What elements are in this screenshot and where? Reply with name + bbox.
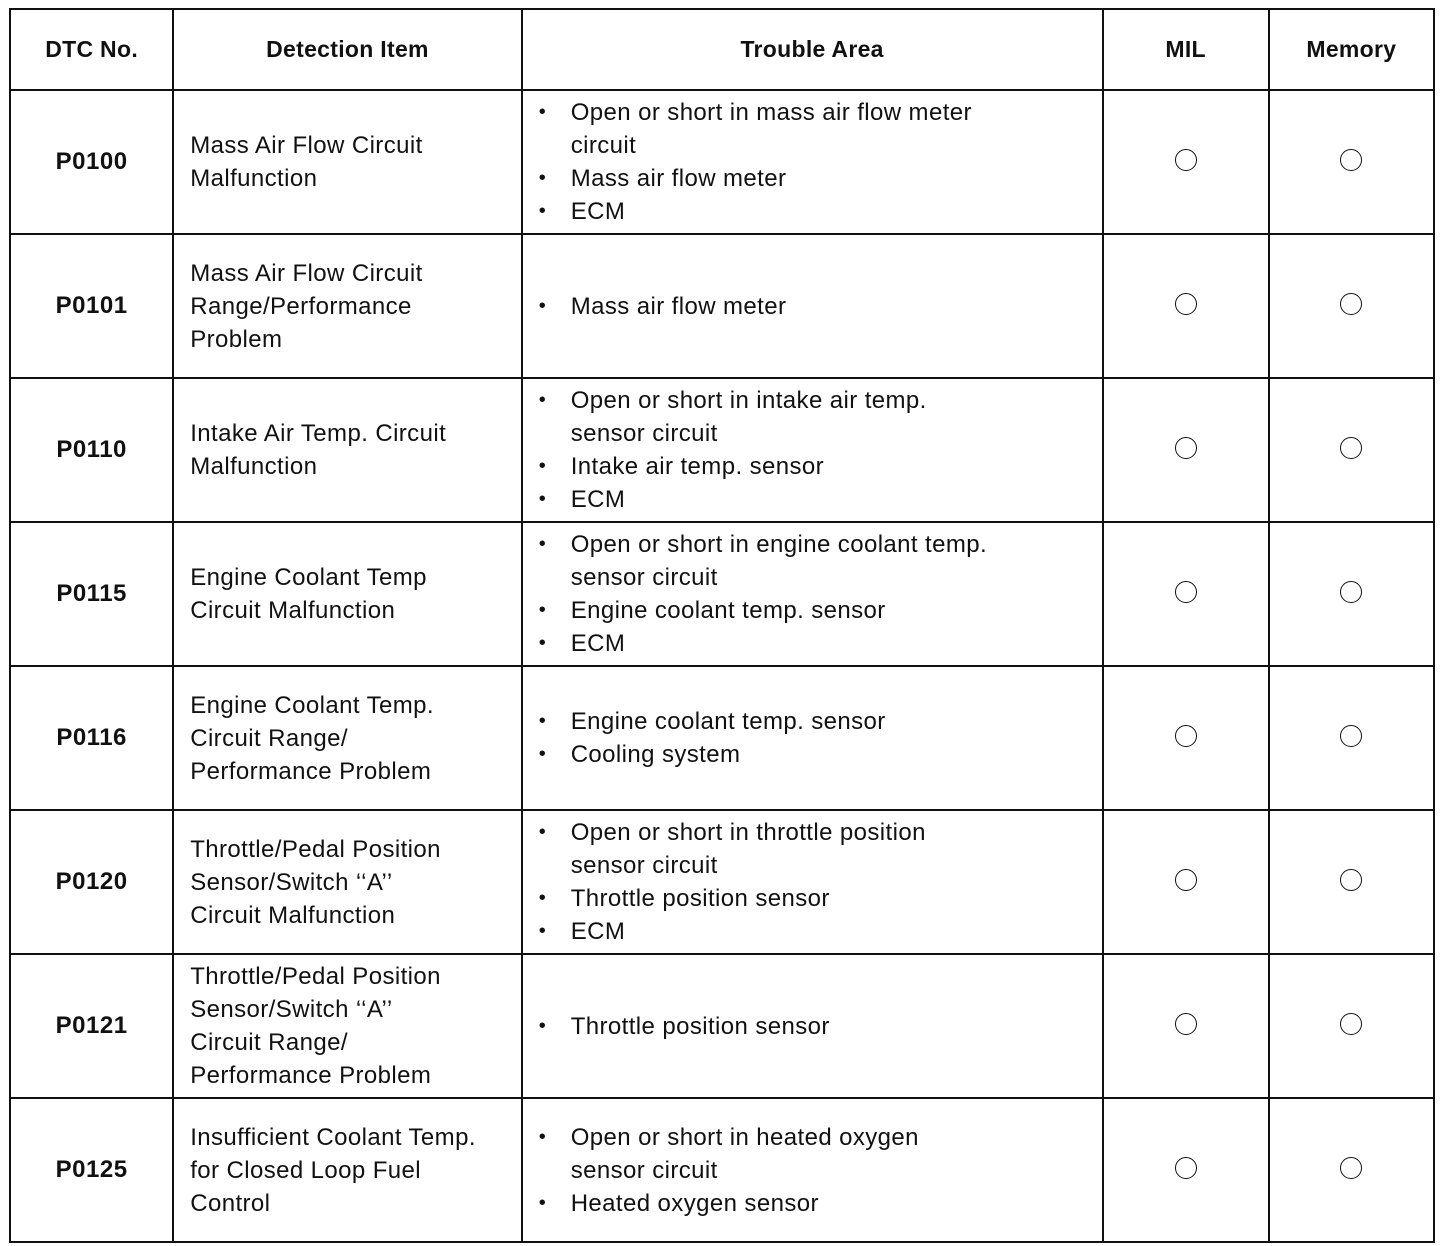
- detection-item-line: Sensor/Switch ‘‘A’’: [190, 996, 393, 1023]
- dtc-code: P0120: [10, 810, 173, 954]
- bullet-icon: •: [538, 200, 547, 222]
- trouble-area: [522, 810, 1103, 954]
- table-header: [10, 9, 1434, 90]
- circle-icon: [1340, 869, 1362, 891]
- circle-icon: [1175, 1013, 1197, 1035]
- bullet-icon: •: [538, 167, 547, 189]
- table-row: [10, 378, 1434, 522]
- trouble-area-text: [571, 738, 1096, 771]
- detection-item-line: Sensor/Switch ‘‘A’’: [190, 868, 393, 896]
- bullet-icon: •: [538, 101, 547, 123]
- trouble-area: [522, 666, 1103, 810]
- trouble-area-text: [571, 882, 1096, 915]
- trouble-area-text: [571, 1121, 1096, 1187]
- dtc-code: P0125: [10, 1098, 173, 1242]
- dtc-code: P0121: [10, 954, 173, 1098]
- trouble-area-line: Cooling system: [570, 741, 741, 768]
- detection-item-line: Control: [190, 1189, 271, 1217]
- trouble-area-text: [571, 162, 1096, 195]
- trouble-area-line: Open or short in heated oxygen: [570, 1123, 919, 1151]
- trouble-area-line: Heated oxygen sensor: [570, 1189, 819, 1217]
- header-dtc-no: DTC No.: [10, 9, 173, 90]
- table-row: [10, 1098, 1434, 1242]
- detection-item-line: Circuit Malfunction: [190, 597, 396, 624]
- detection-item-line: Mass Air Flow Circuit: [190, 132, 423, 159]
- memory-indicator: [1269, 1098, 1434, 1242]
- trouble-area-text: [571, 96, 1096, 162]
- trouble-area-line: ECM: [570, 198, 626, 225]
- detection-item-line: Circuit Range/: [190, 724, 348, 752]
- circle-icon: [1175, 725, 1197, 747]
- circle-icon: [1340, 1157, 1362, 1179]
- detection-item: [173, 90, 521, 234]
- trouble-area-text: [571, 1187, 1096, 1220]
- memory-indicator: [1269, 810, 1434, 954]
- mil-indicator: [1103, 810, 1269, 954]
- bullet-icon: •: [538, 488, 547, 510]
- header-mil: MIL: [1103, 9, 1269, 90]
- detection-item: [173, 666, 521, 810]
- bullet-icon: •: [538, 920, 547, 942]
- circle-icon: [1175, 581, 1197, 603]
- table-body: [10, 90, 1434, 1242]
- trouble-area-bullet: [539, 882, 1096, 915]
- detection-item-line: Throttle/Pedal Position: [190, 963, 441, 990]
- trouble-area-bullet: [539, 528, 1096, 594]
- trouble-area-bullet: [539, 1187, 1096, 1220]
- trouble-area-bullet: [539, 915, 1096, 948]
- trouble-area-bullet: [539, 384, 1096, 450]
- circle-icon: [1340, 437, 1362, 459]
- detection-item: [173, 810, 521, 954]
- header-row: [10, 9, 1434, 90]
- detection-item-line: Engine Coolant Temp: [190, 564, 427, 591]
- table-row: [10, 954, 1434, 1098]
- trouble-area-text: [571, 450, 1096, 483]
- circle-icon: [1175, 869, 1197, 891]
- trouble-area-line: sensor circuit: [570, 420, 718, 447]
- trouble-area-text: [571, 195, 1096, 228]
- trouble-area-bullet: [539, 816, 1096, 882]
- trouble-area-bullet: [539, 705, 1096, 738]
- trouble-area-line: Open or short in engine coolant temp.: [570, 531, 988, 558]
- mil-indicator: [1103, 666, 1269, 810]
- trouble-area-line: Engine coolant temp. sensor: [570, 708, 886, 735]
- detection-item-line: Performance Problem: [190, 757, 432, 785]
- trouble-area-bullet: [539, 290, 1096, 323]
- mil-indicator: [1103, 1098, 1269, 1242]
- detection-item-line: Problem: [190, 325, 283, 353]
- dtc-table: [9, 8, 1435, 1243]
- bullet-icon: •: [538, 632, 547, 654]
- trouble-area-line: ECM: [570, 918, 626, 945]
- trouble-area-bullet: [539, 96, 1096, 162]
- trouble-area-bullet: [539, 1121, 1096, 1187]
- trouble-area-line: Open or short in mass air flow meter: [570, 99, 972, 126]
- trouble-area: [522, 90, 1103, 234]
- trouble-area-bullet: [539, 195, 1096, 228]
- detection-item-line: Circuit Range/: [190, 1029, 348, 1056]
- trouble-area-line: ECM: [570, 630, 626, 657]
- dtc-code: P0101: [10, 234, 173, 378]
- detection-item-line: Malfunction: [190, 453, 318, 480]
- circle-icon: [1175, 149, 1197, 171]
- memory-indicator: [1269, 954, 1434, 1098]
- mil-indicator: [1103, 90, 1269, 234]
- trouble-area-bullet: [539, 483, 1096, 516]
- trouble-area: [522, 234, 1103, 378]
- bullet-icon: •: [538, 743, 547, 765]
- dtc-code: P0116: [10, 666, 173, 810]
- memory-indicator: [1269, 378, 1434, 522]
- trouble-area-text: [571, 483, 1096, 516]
- bullet-icon: •: [538, 533, 547, 555]
- memory-indicator: [1269, 522, 1434, 666]
- detection-item: [173, 234, 521, 378]
- bullet-icon: •: [538, 710, 547, 732]
- trouble-area-bullet: [539, 627, 1096, 660]
- mil-indicator: [1103, 378, 1269, 522]
- detection-item-line: Mass Air Flow Circuit: [190, 259, 423, 287]
- trouble-area-line: Open or short in intake air temp.: [570, 387, 927, 414]
- detection-item-line: Circuit Malfunction: [190, 901, 396, 929]
- circle-icon: [1175, 1157, 1197, 1179]
- bullet-icon: •: [538, 1191, 547, 1214]
- trouble-area-line: Engine coolant temp. sensor: [570, 597, 886, 624]
- trouble-area-text: [571, 1010, 1096, 1043]
- trouble-area-text: [571, 816, 1096, 882]
- trouble-area-bullet: [539, 162, 1096, 195]
- detection-item-line: Throttle/Pedal Position: [190, 835, 441, 863]
- header-trouble-area: Trouble Area: [522, 9, 1103, 90]
- trouble-area-line: Mass air flow meter: [570, 292, 787, 320]
- trouble-area-text: [571, 528, 1096, 594]
- trouble-area: [522, 954, 1103, 1098]
- circle-icon: [1175, 293, 1197, 315]
- trouble-area-text: [571, 384, 1096, 450]
- trouble-area-text: [571, 594, 1096, 627]
- trouble-area-bullet: [539, 1010, 1096, 1043]
- detection-item-line: Insufficient Coolant Temp.: [190, 1123, 476, 1151]
- detection-item: [173, 378, 521, 522]
- detection-item-line: Engine Coolant Temp.: [190, 691, 434, 719]
- memory-indicator: [1269, 234, 1434, 378]
- bullet-icon: •: [538, 1125, 547, 1148]
- circle-icon: [1340, 1013, 1362, 1035]
- dtc-code: P0100: [10, 90, 173, 234]
- dtc-code: P0110: [10, 378, 173, 522]
- header-memory: Memory: [1269, 9, 1434, 90]
- circle-icon: [1340, 293, 1362, 315]
- trouble-area-bullet: [539, 450, 1096, 483]
- bullet-icon: •: [538, 887, 547, 909]
- bullet-icon: •: [538, 821, 547, 843]
- detection-item: [173, 522, 521, 666]
- trouble-area: [522, 522, 1103, 666]
- table-row: [10, 522, 1434, 666]
- trouble-area-line: sensor circuit: [570, 1156, 718, 1184]
- trouble-area-text: [571, 915, 1096, 948]
- trouble-area: [522, 1098, 1103, 1242]
- detection-item: [173, 1098, 521, 1242]
- mil-indicator: [1103, 522, 1269, 666]
- circle-icon: [1340, 581, 1362, 603]
- trouble-area-line: circuit: [570, 132, 637, 159]
- detection-item-line: Malfunction: [190, 165, 318, 192]
- table-row: [10, 666, 1434, 810]
- circle-icon: [1340, 149, 1362, 171]
- mil-indicator: [1103, 234, 1269, 378]
- mil-indicator: [1103, 954, 1269, 1098]
- trouble-area-line: Intake air temp. sensor: [570, 453, 825, 480]
- trouble-area-line: Open or short in throttle position: [570, 819, 926, 846]
- bullet-icon: •: [538, 1014, 547, 1037]
- trouble-area-bullet: [539, 738, 1096, 771]
- bullet-icon: •: [538, 294, 547, 317]
- detection-item-line: for Closed Loop Fuel: [190, 1156, 422, 1184]
- trouble-area-line: Mass air flow meter: [570, 165, 787, 192]
- trouble-area-line: Throttle position sensor: [570, 1012, 830, 1040]
- memory-indicator: [1269, 90, 1434, 234]
- trouble-area-text: [571, 705, 1096, 738]
- trouble-area-line: Throttle position sensor: [570, 885, 830, 912]
- trouble-area-line: sensor circuit: [570, 564, 718, 591]
- detection-item-line: Intake Air Temp. Circuit: [190, 420, 447, 447]
- table-row: [10, 810, 1434, 954]
- circle-icon: [1340, 725, 1362, 747]
- trouble-area-text: [571, 627, 1096, 660]
- trouble-area: [522, 378, 1103, 522]
- bullet-icon: •: [538, 455, 547, 477]
- trouble-area-bullet: [539, 594, 1096, 627]
- memory-indicator: [1269, 666, 1434, 810]
- circle-icon: [1175, 437, 1197, 459]
- header-detection-item: Detection Item: [173, 9, 521, 90]
- table-row: [10, 90, 1434, 234]
- dtc-code: P0115: [10, 522, 173, 666]
- table-row: [10, 234, 1434, 378]
- detection-item-line: Range/Performance: [190, 292, 412, 320]
- trouble-area-line: ECM: [570, 486, 626, 513]
- detection-item-line: Performance Problem: [190, 1062, 432, 1089]
- trouble-area-text: [571, 290, 1096, 323]
- bullet-icon: •: [538, 599, 547, 621]
- detection-item: [173, 954, 521, 1098]
- bullet-icon: •: [538, 389, 547, 411]
- trouble-area-line: sensor circuit: [570, 852, 718, 879]
